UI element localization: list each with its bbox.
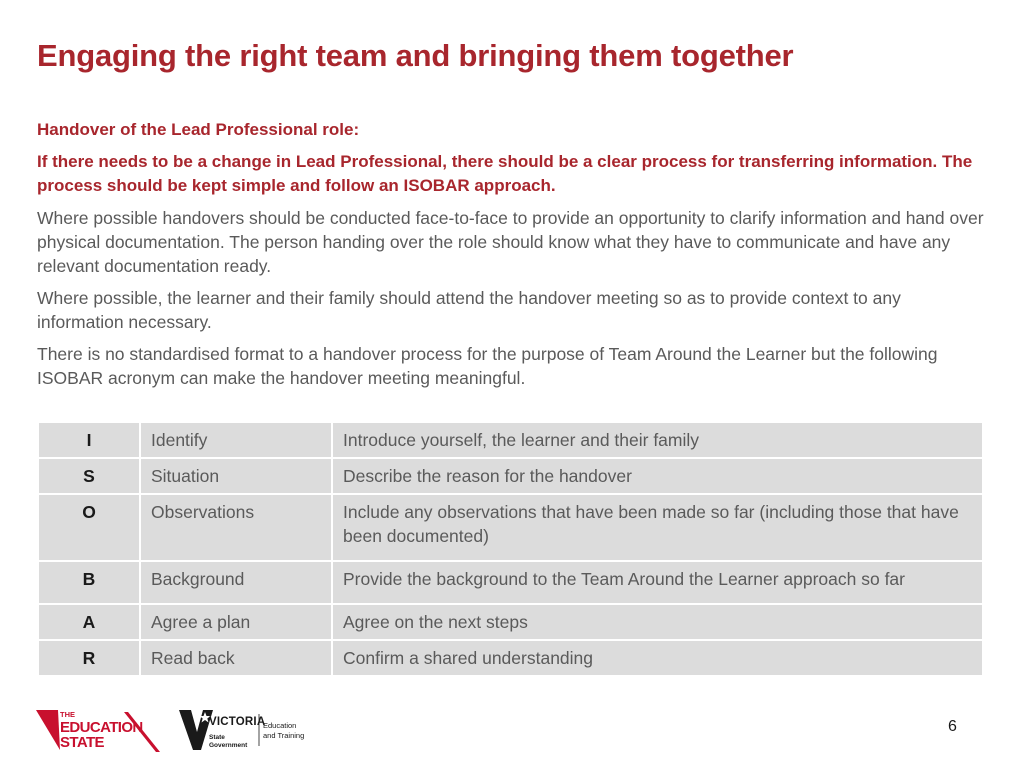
table-row (38, 458, 983, 494)
isobar-term: Identify (140, 422, 332, 458)
isobar-table (37, 421, 984, 677)
body-text (37, 118, 992, 398)
isobar-description: Introduce yourself, the learner and their family (332, 422, 983, 458)
slide-title: Engaging the right team and bringing them together (37, 38, 794, 73)
lead-statement: If there needs to be a change in Lead Professional, there should be a clear process for transferring information. The process should be kept simple and follow an ISOBAR approach. (37, 152, 973, 195)
isobar-letter: R (38, 640, 140, 676)
isobar-letter: O (38, 494, 140, 561)
isobar-letter: I (38, 422, 140, 458)
victoria-state-government-logo (177, 706, 317, 752)
isobar-description: Include any observations that have been made so far (including those that have been documented) (332, 494, 983, 561)
edu-logo-line1: THE (60, 710, 75, 719)
education-state-logo (36, 706, 162, 752)
table-row (38, 494, 983, 561)
table-row (38, 640, 983, 676)
isobar-description: Provide the background to the Team Around the Learner approach so far (332, 561, 983, 604)
section-subheading: Handover of the Lead Professional role: (37, 120, 360, 139)
isobar-term: Background (140, 561, 332, 604)
isobar-term: Situation (140, 458, 332, 494)
vic-logo-dept1: Education (263, 721, 297, 730)
vic-logo-dept2: and Training (263, 731, 305, 740)
edu-logo-line3: STATE (60, 734, 104, 751)
isobar-description: Describe the reason for the handover (332, 458, 983, 494)
slide-footer (0, 700, 1024, 768)
isobar-term: Read back (140, 640, 332, 676)
isobar-letter: A (38, 604, 140, 640)
table-row (38, 561, 983, 604)
paragraph: Where possible handovers should be conducted face-to-face to provide an opportunity to clarify information and hand over physical documentation. The person handing over the role should know what they have to communicate and have any relevant documentation ready. (37, 208, 984, 276)
paragraph: Where possible, the learner and their family should attend the handover meeting so as to provide context to any information necessary. (37, 288, 901, 332)
edu-logo-line2: EDUCATION (60, 719, 143, 736)
vic-logo-wordmark: VICTORIA (209, 716, 266, 728)
isobar-term: Agree a plan (140, 604, 332, 640)
isobar-description: Agree on the next steps (332, 604, 983, 640)
isobar-term: Observations (140, 494, 332, 561)
table-row (38, 604, 983, 640)
isobar-letter: S (38, 458, 140, 494)
isobar-letter: B (38, 561, 140, 604)
vic-logo-sub2: Government (209, 742, 248, 749)
page-number: 6 (948, 718, 957, 735)
paragraph: There is no standardised format to a handover process for the purpose of Team Around the Learner but the following ISOBAR acronym can make the handover meeting meaningful. (37, 344, 938, 388)
isobar-description: Confirm a shared understanding (332, 640, 983, 676)
table-row (38, 422, 983, 458)
vic-logo-sub1: State (209, 734, 225, 741)
